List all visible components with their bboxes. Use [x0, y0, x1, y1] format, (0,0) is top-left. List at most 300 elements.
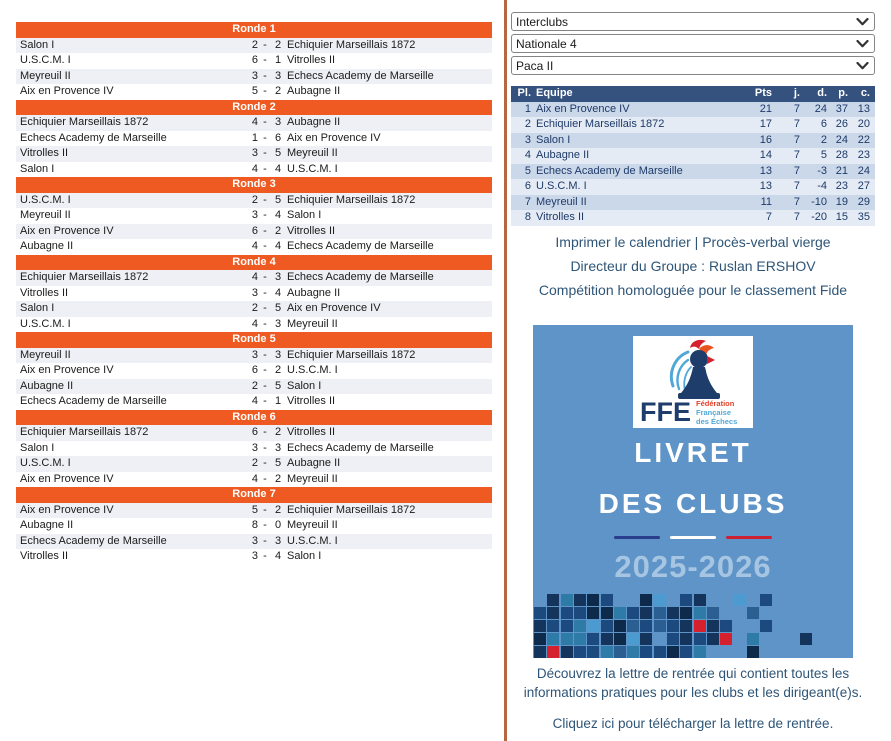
- match-row: [16, 503, 492, 519]
- match-row: [16, 38, 492, 54]
- away-score: 2: [274, 364, 282, 376]
- team-played: 7: [793, 133, 800, 146]
- home-team: Meyreuil II: [20, 69, 71, 82]
- away-team: Echiquier Marseillais 1872: [287, 348, 416, 361]
- away-score: 5: [274, 147, 282, 159]
- standings-header-against: c.: [860, 87, 870, 99]
- match-row: [16, 518, 492, 534]
- away-team: Meyreuil II: [287, 472, 338, 485]
- links-separator: |: [694, 233, 699, 250]
- home-team: U.S.C.M. I: [20, 54, 71, 66]
- away-score: 1: [274, 54, 282, 66]
- away-team: Meyreuil II: [287, 519, 338, 531]
- team-name[interactable]: Aix en Provence IV: [536, 102, 630, 115]
- standings-header-for: p.: [838, 87, 848, 99]
- score-separator: -: [263, 395, 267, 407]
- away-team: Aix en Provence IV: [287, 131, 381, 144]
- home-score: 3: [251, 286, 258, 299]
- mosaic-square: [694, 633, 706, 645]
- team-for: 37: [835, 102, 848, 115]
- mosaic-square: [534, 633, 546, 645]
- away-score: 4: [274, 286, 282, 299]
- team-name[interactable]: Aubagne II: [536, 149, 590, 161]
- banner-title-line2: DES CLUBS: [598, 487, 788, 519]
- mosaic-square: [547, 620, 559, 632]
- away-score: 5: [274, 457, 282, 469]
- team-diff: 6: [820, 118, 827, 130]
- away-score: 2: [274, 224, 282, 237]
- team-against: 23: [857, 149, 870, 161]
- away-team: Aix en Provence IV: [287, 302, 381, 314]
- score-separator: -: [263, 317, 267, 330]
- away-team: Aubagne II: [287, 116, 341, 128]
- standings-row: [511, 102, 875, 118]
- away-team: U.S.C.M. I: [287, 364, 338, 376]
- mosaic-square: [694, 620, 706, 632]
- away-team: Vitrolles II: [287, 54, 336, 66]
- team-name[interactable]: U.S.C.M. I: [536, 180, 587, 192]
- score-separator: -: [263, 302, 267, 314]
- match-row: [16, 84, 492, 100]
- home-team: Aix en Provence IV: [20, 364, 114, 376]
- team-place: 1: [524, 102, 531, 115]
- mosaic-square: [720, 633, 732, 645]
- mosaic-square: [747, 646, 759, 658]
- home-team: Echecs Academy de Marseille: [20, 534, 167, 547]
- team-against: 29: [857, 195, 870, 208]
- mosaic-square: [574, 594, 586, 606]
- mosaic-square: [587, 620, 599, 632]
- mosaic-square: [547, 646, 559, 658]
- team-name[interactable]: Meyreuil II: [536, 195, 587, 208]
- team-diff: -4: [817, 180, 827, 192]
- ronde-header: Ronde 6: [16, 410, 492, 426]
- mosaic-square: [587, 607, 599, 619]
- division-select-wrap: [511, 34, 875, 53]
- home-team: Echiquier Marseillais 1872: [20, 271, 149, 283]
- standings-row: [511, 117, 875, 133]
- score-separator: -: [263, 240, 267, 252]
- standings-header-diff: d.: [817, 87, 827, 99]
- away-score: 3: [274, 69, 282, 82]
- match-row: [16, 441, 492, 457]
- match-row: [16, 193, 492, 209]
- home-team: Aix en Provence IV: [20, 85, 114, 97]
- mosaic-square: [547, 594, 559, 606]
- match-row: [16, 286, 492, 302]
- standings-row: [511, 210, 875, 226]
- standings-header-points: Pts: [754, 87, 772, 99]
- mosaic-square: [601, 633, 613, 645]
- away-score: 2: [274, 38, 282, 51]
- team-points: 13: [759, 180, 772, 192]
- team-against: 22: [857, 133, 870, 146]
- away-score: 3: [274, 441, 282, 454]
- match-row: [16, 317, 492, 333]
- ronde-header: Ronde 1: [16, 22, 492, 38]
- home-team: Vitrolles II: [20, 550, 69, 562]
- mosaic-square: [587, 633, 599, 645]
- score-separator: -: [263, 472, 267, 485]
- newsletter-description-line2: informations pratiques pour les clubs et les dirigeant(e)s.: [523, 684, 863, 700]
- match-row: [16, 239, 492, 255]
- match-row: [16, 224, 492, 240]
- standings-table: [511, 86, 875, 226]
- team-for: 24: [835, 133, 848, 146]
- fide-homologation-line: Compétition homologuée pour le classement Fide: [538, 281, 848, 298]
- home-team: Aix en Provence IV: [20, 503, 114, 516]
- mosaic-square: [547, 633, 559, 645]
- home-team: Meyreuil II: [20, 348, 71, 361]
- score-separator: -: [263, 209, 267, 221]
- match-row: [16, 348, 492, 364]
- calendar-links-line: [511, 233, 875, 251]
- home-team: Salon I: [20, 302, 55, 314]
- mosaic-square: [640, 646, 652, 658]
- score-separator: -: [263, 131, 267, 144]
- home-team: U.S.C.M. I: [20, 457, 71, 469]
- away-team: Aubagne II: [287, 457, 341, 469]
- team-against: 20: [857, 118, 870, 130]
- mosaic-square: [707, 620, 719, 632]
- mosaic-square: [614, 607, 626, 619]
- ffe-rooster-pawn-icon: [633, 336, 753, 428]
- ronde-header: Ronde 4: [16, 255, 492, 271]
- home-team: Vitrolles II: [20, 147, 69, 159]
- home-score: 3: [251, 550, 258, 562]
- score-separator: -: [263, 162, 267, 175]
- away-team: Echiquier Marseillais 1872: [287, 38, 416, 51]
- away-team: Echecs Academy de Marseille: [287, 240, 434, 252]
- away-team: Echiquier Marseillais 1872: [287, 193, 416, 206]
- home-score: 3: [251, 534, 258, 547]
- home-score: 2: [251, 193, 258, 206]
- away-team: Vitrolles II: [287, 426, 336, 438]
- team-diff: 5: [820, 149, 827, 161]
- home-team: Vitrolles II: [20, 286, 69, 299]
- home-score: 2: [251, 38, 258, 51]
- team-name[interactable]: Salon I: [536, 133, 571, 146]
- team-place: 5: [524, 164, 531, 177]
- team-diff: 24: [814, 102, 827, 115]
- mosaic-square: [587, 646, 599, 658]
- home-score: 3: [251, 441, 258, 454]
- mosaic-square: [680, 633, 692, 645]
- match-row: [16, 534, 492, 550]
- mosaic-square: [800, 633, 812, 645]
- away-score: 3: [274, 348, 282, 361]
- mosaic-square: [694, 594, 706, 606]
- mosaic-square: [640, 620, 652, 632]
- ffe-logo-line1: Fédération: [696, 398, 735, 408]
- mosaic-square: [694, 607, 706, 619]
- home-team: Meyreuil II: [20, 209, 71, 221]
- away-score: 3: [274, 534, 282, 547]
- group-select-wrap: [511, 56, 875, 75]
- away-score: 5: [274, 379, 282, 392]
- team-diff: 2: [820, 133, 827, 146]
- mosaic-square: [561, 607, 573, 619]
- away-score: 5: [274, 302, 282, 314]
- team-points: 14: [759, 149, 772, 161]
- mosaic-square: [680, 646, 692, 658]
- home-team: Aix en Provence IV: [20, 472, 114, 485]
- team-name[interactable]: Echecs Academy de Marseille: [536, 164, 683, 177]
- home-score: 4: [251, 395, 258, 407]
- away-team: Echecs Academy de Marseille: [287, 441, 434, 454]
- score-separator: -: [263, 147, 267, 159]
- score-separator: -: [263, 457, 267, 469]
- score-separator: -: [263, 54, 267, 66]
- mosaic-square: [654, 646, 666, 658]
- team-name[interactable]: Echiquier Marseillais 1872: [536, 118, 665, 130]
- team-played: 7: [793, 102, 800, 115]
- mosaic-square: [614, 646, 626, 658]
- standings-row: [511, 164, 875, 180]
- mosaic-square: [680, 594, 692, 606]
- mosaic-square: [561, 620, 573, 632]
- mosaic-square: [614, 633, 626, 645]
- home-team: Salon I: [20, 38, 55, 51]
- match-row: [16, 131, 492, 147]
- score-separator: -: [263, 116, 267, 128]
- home-score: 3: [251, 69, 258, 82]
- ffe-logo-line3: des Échecs: [696, 416, 738, 426]
- away-team: Meyreuil II: [287, 317, 338, 330]
- team-diff: -10: [811, 195, 827, 208]
- team-name[interactable]: Vitrolles II: [536, 211, 585, 223]
- team-for: 26: [835, 118, 848, 130]
- home-score: 6: [251, 54, 258, 66]
- match-row: [16, 549, 492, 565]
- team-played: 7: [793, 211, 800, 223]
- match-row: [16, 53, 492, 69]
- standings-body: [511, 102, 875, 226]
- mosaic-square: [667, 607, 679, 619]
- team-against: 13: [857, 102, 870, 115]
- match-row: [16, 363, 492, 379]
- team-points: 11: [760, 195, 772, 208]
- ronde-header: Ronde 7: [16, 487, 492, 503]
- score-separator: -: [263, 286, 267, 299]
- match-row: [16, 394, 492, 410]
- mosaic-square: [747, 607, 759, 619]
- mosaic-square: [534, 620, 546, 632]
- group-select[interactable]: [511, 56, 875, 75]
- team-against: 24: [857, 164, 870, 177]
- away-score: 4: [274, 162, 282, 175]
- away-score: 3: [274, 317, 282, 330]
- team-points: 17: [759, 118, 772, 130]
- panel-divider: [504, 0, 507, 741]
- mosaic-square: [667, 620, 679, 632]
- mosaic-square: [561, 646, 573, 658]
- away-team: Meyreuil II: [287, 147, 338, 159]
- mosaic-square: [587, 594, 599, 606]
- team-diff: -3: [817, 164, 827, 177]
- away-team: Echecs Academy de Marseille: [287, 271, 434, 283]
- home-team: Salon I: [20, 441, 55, 454]
- home-team: U.S.C.M. I: [20, 317, 71, 330]
- match-row: [16, 208, 492, 224]
- score-separator: -: [263, 271, 267, 283]
- home-score: 4: [251, 240, 258, 252]
- match-row: [16, 115, 492, 131]
- home-score: 2: [251, 302, 258, 314]
- away-team: U.S.C.M. I: [287, 534, 338, 547]
- standings-header-played: j.: [793, 87, 800, 99]
- ffe-logo-line2: Française: [696, 407, 732, 417]
- mosaic-square: [707, 633, 719, 645]
- home-team: Echiquier Marseillais 1872: [20, 426, 149, 438]
- print-calendar-link[interactable]: Imprimer le calendrier: [555, 233, 691, 250]
- home-score: 4: [251, 472, 258, 485]
- team-played: 7: [793, 164, 800, 177]
- away-team: Salon I: [287, 209, 322, 221]
- away-team: U.S.C.M. I: [287, 162, 338, 175]
- mosaic-square: [627, 620, 639, 632]
- away-score: 5: [274, 193, 282, 206]
- team-against: 27: [857, 180, 870, 192]
- mosaic-square: [734, 594, 746, 606]
- home-score: 4: [251, 317, 258, 330]
- team-played: 7: [793, 195, 800, 208]
- mosaic-square: [601, 646, 613, 658]
- match-row: [16, 146, 492, 162]
- standings-row: [511, 195, 875, 211]
- team-for: 15: [835, 211, 848, 223]
- home-team: Echecs Academy de Marseille: [20, 131, 167, 144]
- away-score: 0: [274, 519, 282, 531]
- home-score: 4: [251, 162, 258, 175]
- mosaic-square: [760, 594, 772, 606]
- home-score: 3: [251, 348, 258, 361]
- home-team: Aix en Provence IV: [20, 224, 114, 237]
- away-score: 1: [274, 395, 282, 407]
- team-for: 23: [835, 180, 848, 192]
- away-team: Echiquier Marseillais 1872: [287, 503, 416, 516]
- ronde-header: Ronde 3: [16, 177, 492, 193]
- away-team: Aubagne II: [287, 85, 341, 97]
- match-row: [16, 456, 492, 472]
- team-for: 19: [835, 195, 848, 208]
- standings-header-team: Equipe: [536, 87, 573, 99]
- mosaic-square: [667, 646, 679, 658]
- away-score: 3: [274, 271, 282, 283]
- away-score: 2: [274, 85, 282, 97]
- mosaic-square: [534, 607, 546, 619]
- away-score: 6: [274, 131, 282, 144]
- home-team: Salon I: [20, 162, 55, 175]
- match-row: [16, 472, 492, 488]
- home-score: 2: [251, 457, 258, 469]
- home-team: Aubagne II: [20, 240, 74, 252]
- competition-select[interactable]: [511, 12, 875, 31]
- newsletter-description: [511, 664, 875, 702]
- team-played: 7: [793, 149, 800, 161]
- away-score: 4: [274, 240, 282, 252]
- mosaic-square: [694, 646, 706, 658]
- home-score: 1: [251, 131, 258, 144]
- score-separator: -: [263, 441, 267, 454]
- team-place: 2: [524, 118, 531, 130]
- team-played: 7: [793, 180, 800, 192]
- ffe-logo: [633, 336, 753, 428]
- mosaic-square: [574, 646, 586, 658]
- away-score: 2: [274, 472, 282, 485]
- mosaic-square: [561, 594, 573, 606]
- home-score: 8: [251, 519, 258, 531]
- standings-row: [511, 148, 875, 164]
- away-score: 2: [274, 503, 282, 516]
- ronde-header: Ronde 2: [16, 100, 492, 116]
- home-score: 2: [251, 379, 258, 392]
- team-played: 7: [793, 118, 800, 130]
- mosaic-square: [601, 607, 613, 619]
- away-team: Salon I: [287, 550, 322, 562]
- team-place: 8: [524, 211, 531, 223]
- team-points: 21: [759, 102, 772, 115]
- match-row: [16, 379, 492, 395]
- group-director-line: Directeur du Groupe : Ruslan ERSHOV: [570, 257, 816, 274]
- right-panel: [511, 12, 875, 733]
- mosaic-square: [574, 620, 586, 632]
- away-team: Echecs Academy de Marseille: [287, 69, 434, 82]
- mosaic-square: [627, 646, 639, 658]
- home-score: 6: [251, 364, 258, 376]
- mosaic-square: [547, 607, 559, 619]
- home-score: 3: [251, 209, 258, 221]
- team-points: 16: [759, 133, 772, 146]
- match-row: [16, 162, 492, 178]
- away-team: Aubagne II: [287, 286, 341, 299]
- mosaic-square: [640, 594, 652, 606]
- newsletter-description-line1: Découvrez la lettre de rentrée qui contient toutes les: [536, 665, 850, 681]
- mosaic-square: [627, 607, 639, 619]
- rounds-panel: [16, 22, 492, 565]
- away-team: Salon I: [287, 379, 322, 392]
- score-separator: -: [263, 379, 267, 392]
- blank-report-link[interactable]: Procès-verbal vierge: [702, 233, 831, 250]
- division-select[interactable]: [511, 34, 875, 53]
- mosaic-square: [667, 633, 679, 645]
- team-points: 13: [759, 164, 772, 177]
- score-separator: -: [263, 69, 267, 82]
- score-separator: -: [263, 503, 267, 516]
- team-diff: -20: [811, 211, 827, 223]
- mosaic-square: [654, 594, 666, 606]
- banner-title-line1: LIVRET: [634, 436, 752, 468]
- mosaic-square: [654, 607, 666, 619]
- team-place: 4: [524, 149, 531, 161]
- score-separator: -: [263, 38, 267, 51]
- standings-header-row: [511, 86, 875, 102]
- mosaic-square: [601, 620, 613, 632]
- banner-season: 2025-2026: [614, 548, 772, 584]
- home-team: Echiquier Marseillais 1872: [20, 116, 149, 128]
- mosaic-square: [747, 633, 759, 645]
- livret-des-clubs-banner[interactable]: [533, 325, 853, 658]
- mosaic-square: [534, 646, 546, 658]
- mosaic-square: [654, 620, 666, 632]
- team-place: 6: [524, 180, 531, 192]
- mosaic-square: [574, 633, 586, 645]
- french-flag-divider: [533, 536, 853, 539]
- competition-select-wrap: [511, 12, 875, 31]
- mosaic-square: [640, 633, 652, 645]
- team-for: 28: [835, 149, 848, 161]
- download-letter-link[interactable]: Cliquez ici pour télécharger la lettre de rentrée.: [552, 715, 834, 731]
